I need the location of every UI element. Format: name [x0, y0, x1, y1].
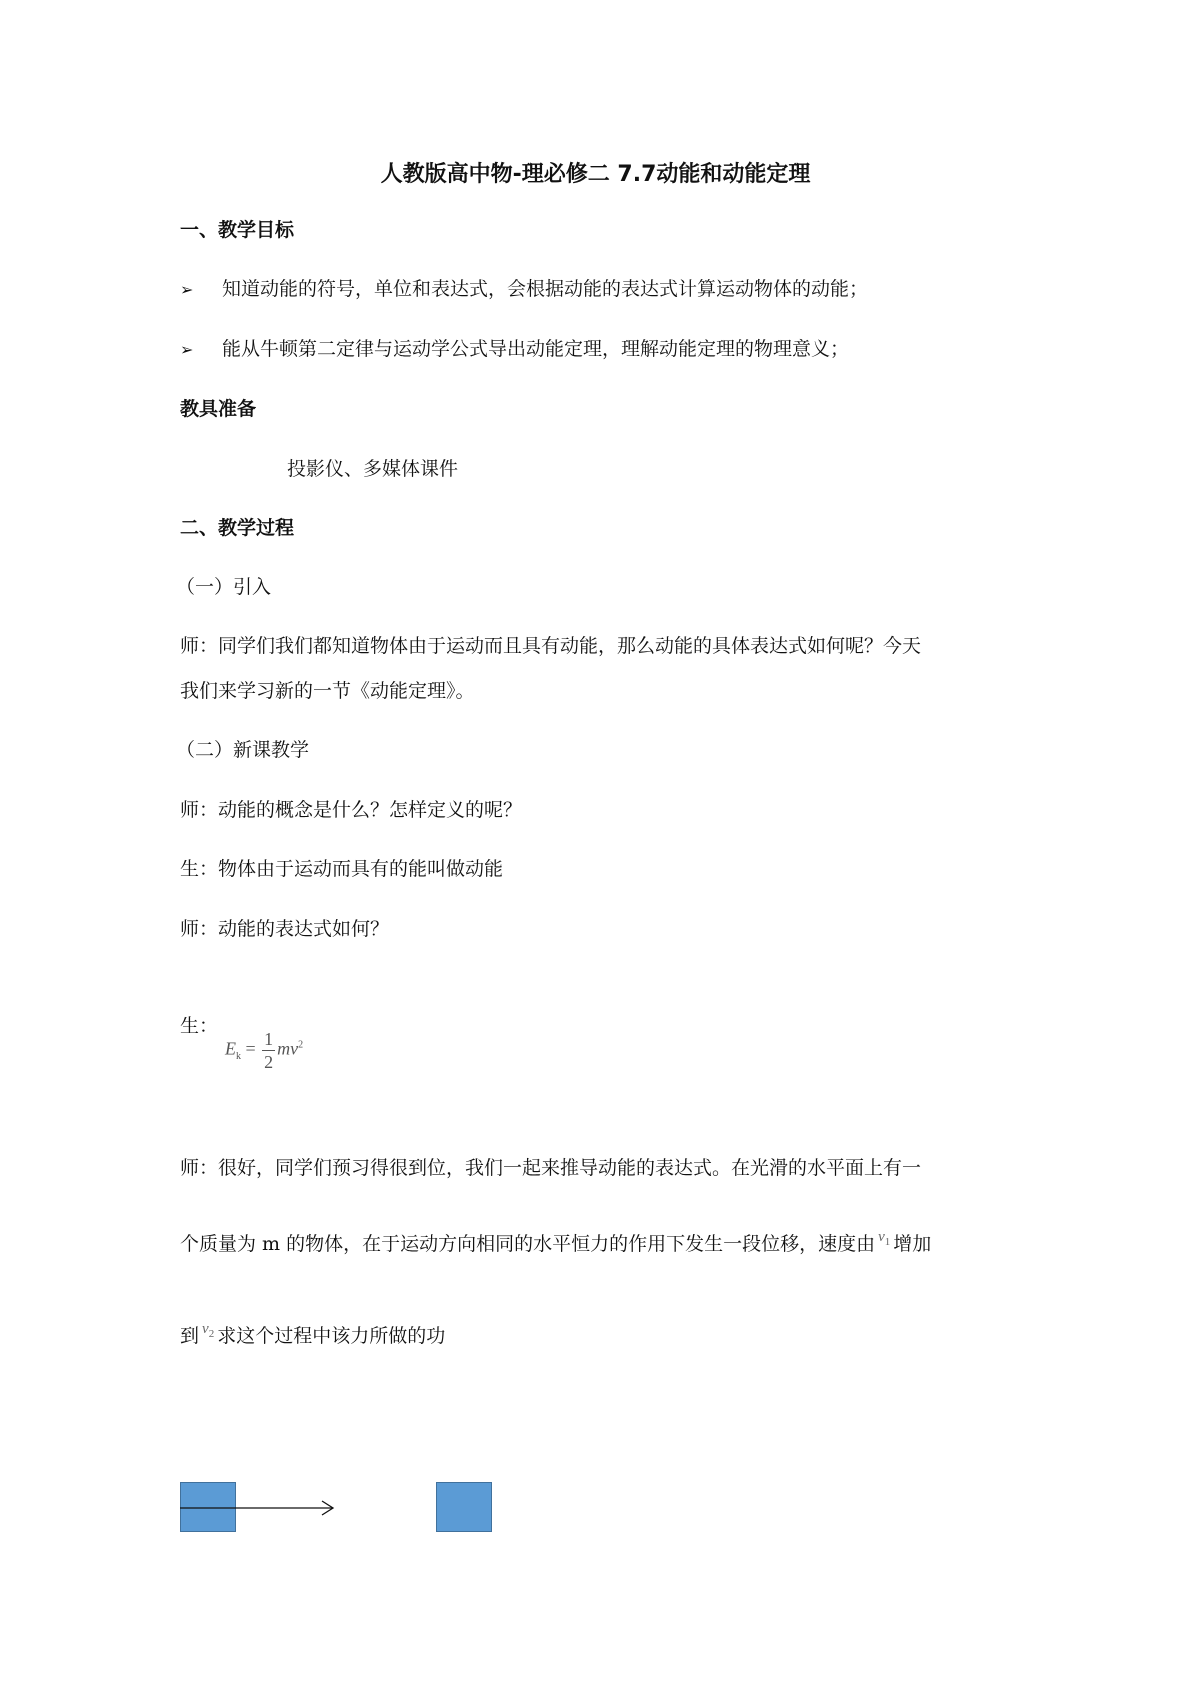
- document-title: 人教版高中物-理必修二 7.7动能和动能定理: [380, 162, 811, 187]
- force-arrow-icon: [180, 1490, 340, 1520]
- paragraph-line: 师：很好，同学们预习得很到位，我们一起来推导动能的表达式。在光滑的水平面上有一: [180, 1157, 922, 1179]
- bullet-arrow-icon: ➢: [180, 340, 194, 359]
- subsection-new-lesson: （二）新课教学: [176, 739, 310, 761]
- block-final: [436, 1482, 492, 1532]
- paragraph-line: [180, 1323, 445, 1356]
- formula-lhs: E: [225, 1038, 236, 1059]
- paragraph-line: [180, 1231, 931, 1264]
- formula-fraction: [262, 1028, 275, 1073]
- bullet-item-1: [180, 276, 868, 303]
- tools-text: 投影仪、多媒体课件: [287, 458, 459, 480]
- formula-rhs: mv: [277, 1038, 299, 1059]
- formula-equals: =: [245, 1038, 256, 1059]
- formula-numerator: 1: [264, 1029, 274, 1049]
- kinetic-energy-formula: [225, 1028, 303, 1073]
- variable-symbol: v: [878, 1229, 885, 1245]
- dialogue-teacher-q2: 师：动能的表达式如何？: [180, 918, 390, 940]
- formula-rhs-sup: 2: [298, 1039, 304, 1051]
- bullet-arrow-icon: ➢: [180, 280, 194, 299]
- paragraph-line: 师：同学们我们都知道物体由于运动而且具有动能，那么动能的具体表达式如何呢？今天: [180, 635, 922, 657]
- formula-denominator: 2: [264, 1052, 274, 1072]
- variable-v2: [202, 1321, 215, 1340]
- paragraph-text: 个质量为 m 的物体，在于运动方向相同的水平恒力的作用下发生一段位移，速度由: [180, 1233, 876, 1255]
- paragraph-text: 到: [180, 1325, 200, 1347]
- section-heading-process: 二、教学过程: [180, 517, 295, 539]
- section-heading-tools: 教具准备: [180, 398, 257, 420]
- section-heading-objectives: 一、教学目标: [180, 219, 295, 241]
- dialogue-student-a1: 生：物体由于运动而具有的能叫做动能: [180, 858, 504, 880]
- bullet-item-2: [180, 336, 849, 363]
- variable-subscript: 1: [884, 1236, 891, 1248]
- bullet-text: 能从牛顿第二定律与运动学公式导出动能定理，理解动能定理的物理意义；: [222, 338, 850, 360]
- dialogue-teacher-q1: 师：动能的概念是什么？怎样定义的呢？: [180, 799, 523, 821]
- paragraph-text: 增加: [893, 1233, 932, 1255]
- variable-v1: [878, 1229, 891, 1248]
- variable-subscript: 2: [208, 1328, 215, 1340]
- bullet-text: 知道动能的符号，单位和表达式，会根据动能的表达式计算运动物体的动能；: [222, 278, 869, 300]
- variable-symbol: v: [202, 1321, 209, 1337]
- dialogue-student-a2-prefix: 生：: [180, 1015, 219, 1037]
- paragraph-text: 求这个过程中该力所做的功: [217, 1325, 446, 1347]
- subsection-intro: （一）引入: [176, 576, 272, 598]
- formula-lhs-sub: k: [236, 1051, 241, 1063]
- paragraph-line: 我们来学习新的一节《动能定理》。: [180, 680, 475, 702]
